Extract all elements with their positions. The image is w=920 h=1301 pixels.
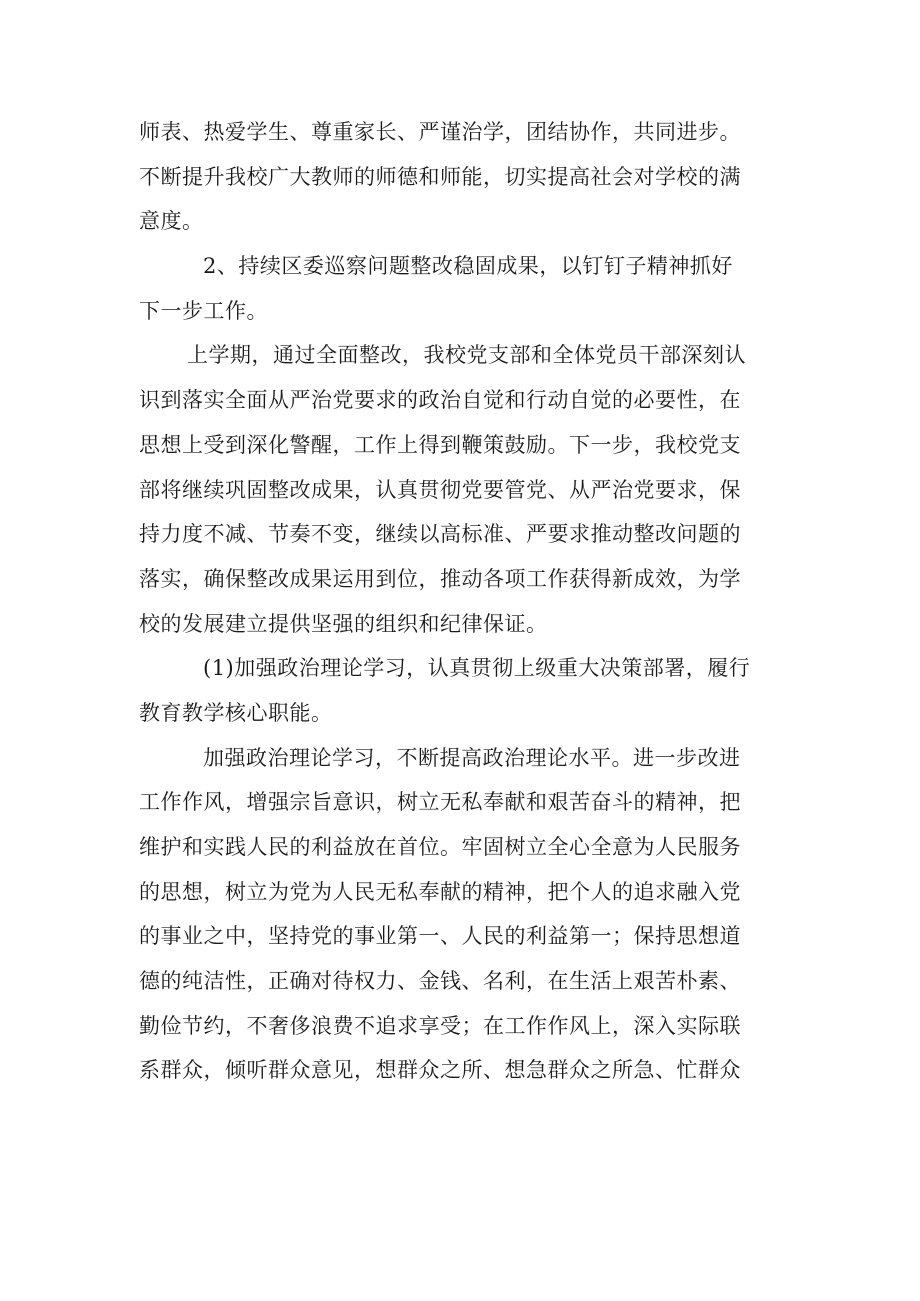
section-heading-line: 2、持续区委巡察问题整改稳固成果，以钉钉子精神抓好 [203, 254, 733, 279]
text-line: 工作作风，增强宗旨意识，树立无私奉献和艰苦奋斗的精神，把 [139, 790, 741, 815]
text-line: 勤俭节约，不奢侈浪费不追求享受；在工作作风上，深入实际联 [139, 1013, 741, 1038]
document-body [139, 110, 799, 1093]
text-line: 德的纯洁性，正确对待权力、金钱、名利，在生活上艰苦朴素、 [139, 969, 741, 994]
text-line: 维护和实践人民的利益放在首位。牢固树立全心全意为人民服务 [139, 835, 741, 859]
text-line: 师表、热爱学生、尊重家长、严谨治学，团结协作，共同进步。 [139, 120, 741, 144]
text-line: 系群众，倾听群众意见，想群众之所、想急群众之所急、忙群众 [139, 1058, 741, 1083]
text-line: 部将继续巩固整改成果，认真贯彻党要管党、从严治党要求，保 [139, 477, 741, 502]
subsection-heading-line: 教育教学核心职能。 [139, 700, 333, 725]
text-line: 校的发展建立提供坚强的组织和纪律保证。 [139, 611, 548, 636]
text-line: 持力度不减、节奏不变，继续以高标准、严要求推动整改问题的 [139, 522, 741, 547]
text-line: 识到落实全面从严治党要求的政治自觉和行动自觉的必要性，在 [139, 388, 741, 413]
text-line: 的思想，树立为党为人民无私奉献的精神，把个人的追求融入党 [139, 879, 741, 904]
section-heading-line: 下一步工作。 [139, 298, 268, 323]
paragraph-start-line: 加强政治理论学习，不断提高政治理论水平。进一步改进 [203, 745, 741, 770]
text-line: 意度。 [139, 209, 204, 234]
text-line: 思想上受到深化警醒，工作上得到鞭策鼓励。下一步，我校党支 [139, 432, 741, 457]
text-line: 落实，确保整改成果运用到位，推动各项工作获得新成效，为学 [139, 566, 741, 591]
text-line: 的事业之中，坚持党的事业第一、人民的利益第一；保持思想道 [139, 924, 741, 949]
paragraph-start-line: 上学期，通过全面整改，我校党支部和全体党员干部深刻认 [187, 343, 746, 368]
text-line: 不断提升我校广大教师的师德和师能，切实提高社会对学校的满 [139, 164, 741, 189]
subsection-heading-line: (1)加强政治理论学习，认真贯彻上级重大决策部署，履行 [203, 656, 751, 681]
